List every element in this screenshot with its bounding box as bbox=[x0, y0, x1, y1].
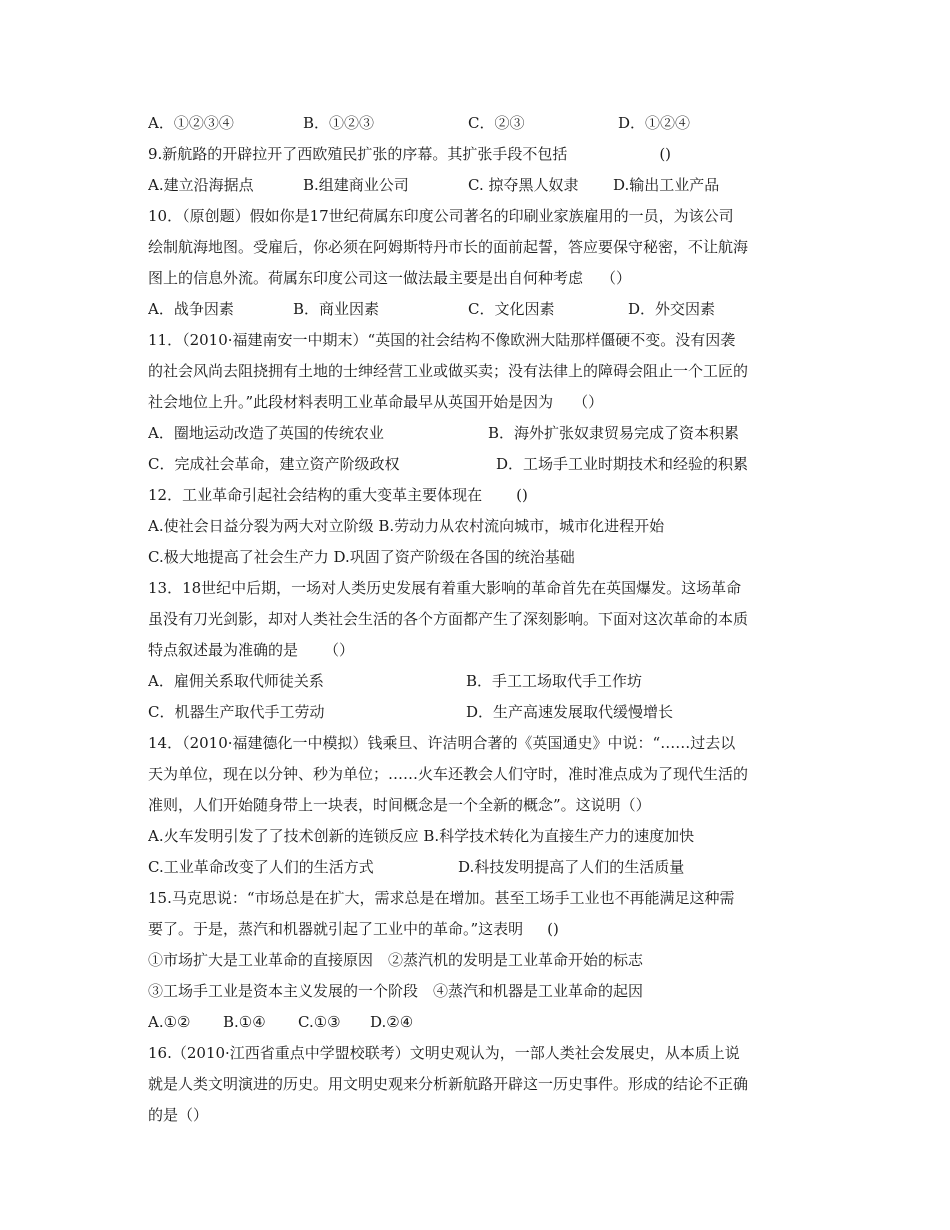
q11-stem-line-1: 11．（2010·福建南安一中期末）“英国的社会结构不像欧洲大陆那样僵硬不变。没有因袭 bbox=[148, 331, 736, 349]
q13-stem-line-2: 虽没有刀光剑影，却对人类社会生活的各个方面都产生了深刻影响。下面对这次革命的本质 bbox=[148, 610, 749, 628]
q8-options bbox=[148, 108, 808, 139]
q11-option-c: C．完成社会革命，建立资产阶级政权 bbox=[148, 455, 400, 473]
q15-option-d: D.②④ bbox=[370, 1013, 414, 1031]
q9-answer-paren: () bbox=[659, 145, 672, 163]
q10-stem-line-2: 绘制航海地图。受雇后，你必须在阿姆斯特丹市长的面前起誓，答应要保守秘密，不让航海 bbox=[148, 238, 749, 256]
q10-option-c: C．文化因素 bbox=[468, 300, 555, 318]
q11-options-row-1 bbox=[148, 418, 808, 449]
q11-option-b: B．海外扩张奴隶贸易完成了资本积累 bbox=[488, 424, 740, 442]
q8-option-d: D．①②④ bbox=[618, 114, 691, 132]
q11-stem-line-3 bbox=[148, 387, 808, 418]
q11-answer-paren: （） bbox=[573, 393, 604, 411]
q11-stem-line-2: 的社会风尚去阻挠拥有土地的士绅经营工业或做买卖；没有法律上的障碍会阻止一个工匠的 bbox=[148, 362, 749, 380]
q8-option-a: A．①②③④ bbox=[148, 114, 234, 132]
q15-stem-line-2 bbox=[148, 914, 808, 945]
q11-options-row-2 bbox=[148, 449, 808, 480]
q15-stem-line-2-text: 要了。于是，蒸汽和机器就引起了工业中的革命。”这表明 bbox=[148, 920, 524, 938]
q10-options bbox=[148, 294, 808, 325]
q13-options-row-1 bbox=[148, 666, 808, 697]
q11-option-a: A．圈地运动改造了英国的传统农业 bbox=[148, 424, 384, 442]
q15-options bbox=[148, 1007, 808, 1038]
q12-stem bbox=[148, 480, 808, 511]
q15-option-c: C.①③ bbox=[298, 1013, 341, 1031]
q15-stem-line-1: 15.马克思说：“市场总是在扩大，需求总是在增加。甚至工场手工业也不再能满足这种需 bbox=[148, 889, 735, 907]
q16-stem-line-3: 的是（） bbox=[148, 1106, 209, 1124]
q8-option-b: B．①②③ bbox=[303, 114, 375, 132]
q14-options-row-2 bbox=[148, 852, 808, 883]
q10-option-d: D．外交因素 bbox=[628, 300, 716, 318]
q10-stem-line-1: 10．（原创题）假如你是17世纪荷属东印度公司著名的印刷业家族雇用的一员，为该公司 bbox=[148, 207, 734, 225]
q10-option-b: B．商业因素 bbox=[293, 300, 380, 318]
q9-option-d: D.输出工业产品 bbox=[613, 176, 720, 194]
q14-option-d: D.科技发明提高了人们的生活质量 bbox=[458, 858, 685, 876]
q10-stem-line-3 bbox=[148, 263, 808, 294]
q12-answer-paren: () bbox=[516, 486, 528, 504]
q13-stem-line-3 bbox=[148, 635, 808, 666]
q9-option-c: C. 掠夺黑人奴隶 bbox=[468, 176, 579, 194]
q14-option-c: C.工业革命改变了人们的生活方式 bbox=[148, 858, 374, 876]
q13-option-a: A．雇佣关系取代师徒关系 bbox=[148, 672, 324, 690]
q15-option-b: B.①④ bbox=[223, 1013, 266, 1031]
q14-stem-line-2: 天为单位，现在以分钟、秒为单位；……火车还教会人们守时，准时准点成为了现代生活的 bbox=[148, 765, 749, 783]
q13-option-d: D．生产高速发展取代缓慢增长 bbox=[466, 703, 674, 721]
q13-option-c: C．机器生产取代手工劳动 bbox=[148, 703, 325, 721]
q9-option-b: B.组建商业公司 bbox=[303, 176, 409, 194]
q9-stem bbox=[148, 139, 808, 170]
q12-stem-text: 12．工业革命引起社会结构的重大变革主要体现在 bbox=[148, 486, 483, 504]
q15-answer-paren: () bbox=[547, 920, 559, 938]
q13-answer-paren: （） bbox=[324, 641, 355, 659]
q15-statements-row-2: ③工场手工业是资本主义发展的一个阶段 ④蒸汽和机器是工业革命的起因 bbox=[148, 982, 644, 1000]
q15-statements-row-1: ①市场扩大是工业革命的直接原因 ②蒸汽机的发明是工业革命开始的标志 bbox=[148, 951, 644, 969]
q9-option-a: A.建立沿海据点 bbox=[148, 176, 254, 194]
q14-stem-line-3: 准则，人们开始随身带上一块表，时间概念是一个全新的概念”。这说明（） bbox=[148, 796, 651, 814]
q12-options-row-2: C.极大地提高了社会生产力 D.巩固了资产阶级在各国的统治基础 bbox=[148, 548, 575, 566]
q16-stem-line-2: 就是人类文明演进的历史。用文明史观来分析新航路开辟这一历史事件。形成的结论不正确 bbox=[148, 1075, 749, 1093]
q14-options-row-1: A.火车发明引发了了技术创新的连锁反应 B.科学技术转化为直接生产力的速度加快 bbox=[148, 827, 695, 845]
q13-option-b: B．手工工场取代手工作坊 bbox=[466, 672, 643, 690]
q9-options bbox=[148, 170, 808, 201]
q10-option-a: A．战争因素 bbox=[148, 300, 234, 318]
q11-option-d: D．工场手工业时期技术和经验的积累 bbox=[496, 455, 749, 473]
q9-stem-text: 9.新航路的开辟拉开了西欧殖民扩张的序幕。其扩张手段不包括 bbox=[148, 145, 568, 163]
q8-option-c: C．②③ bbox=[468, 114, 525, 132]
q11-stem-line-3-text: 社会地位上升。”此段材料表明工业革命最早从英国开始是因为 bbox=[148, 393, 554, 411]
q12-options-row-1: A.使社会日益分裂为两大对立阶级 B.劳动力从农村流向城市，城市化进程开始 bbox=[148, 517, 665, 535]
q16-stem-line-1: 16.（2010·江西省重点中学盟校联考）文明史观认为，一部人类社会发展史，从本质上说 bbox=[148, 1044, 740, 1062]
q15-option-a: A.①② bbox=[148, 1013, 191, 1031]
q10-stem-line-3-text: 图上的信息外流。荷属东印度公司这一做法最主要是出自何种考虑 bbox=[148, 269, 584, 287]
q13-stem-line-1: 13．18世纪中后期，一场对人类历史发展有着重大影响的革命首先在英国爆发。这场革命 bbox=[148, 579, 742, 597]
q10-answer-paren: （） bbox=[601, 269, 632, 287]
q13-options-row-2 bbox=[148, 697, 808, 728]
document-page bbox=[148, 108, 808, 1131]
q13-stem-line-3-text: 特点叙述最为准确的是 bbox=[148, 641, 299, 659]
q14-stem-line-1: 14．（2010·福建德化一中模拟）钱乘旦、许洁明合著的《英国通史》中说：“……过去以 bbox=[148, 734, 736, 752]
